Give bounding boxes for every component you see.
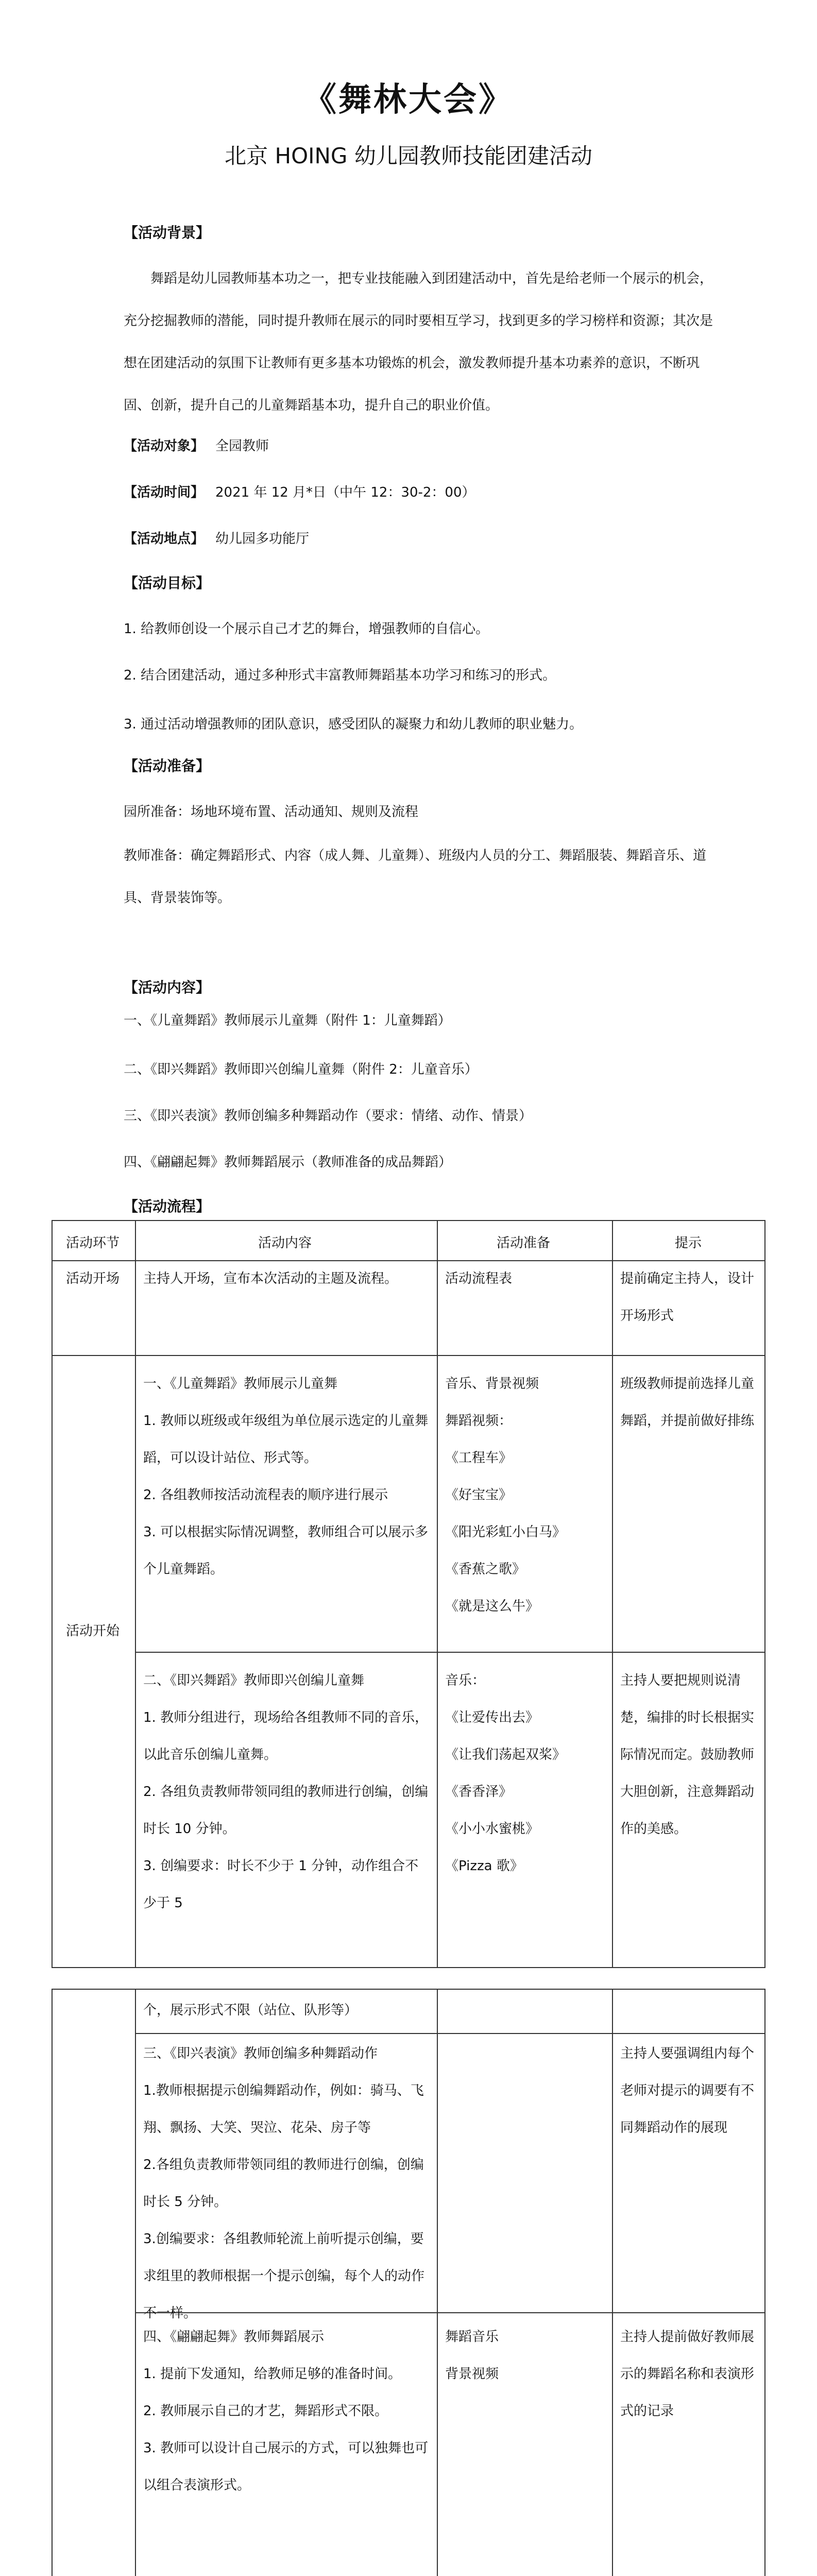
goal-item: 1. 给教师创设一个展示自己才艺的舞台，增强教师的自信心。	[124, 621, 489, 637]
flow-part1-content: 一、《儿童舞蹈》教师展示儿童舞 1. 教师以班级或年级组为单位展示选定的儿童舞蹈，可以设计站位、形式等。 2. 各组教师按活动流程表的顺序进行展示 3. 可以根据实际情况调整，教师组合可以展示多个儿童舞蹈。	[143, 1376, 429, 1577]
place-label: 【活动地点】	[124, 531, 205, 547]
time-label: 【活动时间】	[124, 485, 205, 500]
flow-header-content: 活动内容	[258, 1235, 312, 1251]
flow-part2-continued: 个，展示形式不限（站位、队形等）	[143, 2003, 358, 2018]
flow-header-tip: 提示	[674, 1235, 702, 1251]
background-paragraph: 舞蹈是幼儿园教师基本功之一，把专业技能融入到团建活动中，首先是给老师一个展示的机会，充分挖掘教师的潜能，同时提升教师在展示的同时要相互学习，找到更多的学习榜样和资源；其次是想在团建活动的氛围下让教师有更多基本功锻炼的机会，激发教师提升基本功素养的意识，不断巩固、创新，提升自己的儿童舞蹈基本功，提升自己的职业价值。	[124, 271, 713, 413]
flow-part2-prep: 音乐： 《让爱传出去》 《让我们荡起双桨》 《香香泽》 《小小水蜜桃》 《Pizza 歌》	[445, 1673, 566, 1874]
target-label: 【活动对象】	[124, 438, 205, 454]
flow-part3-tip: 主持人要强调组内每个老师对提示的调要有不同舞蹈动作的展现	[620, 2046, 755, 2136]
goal-item: 2. 结合团建活动，通过多种形式丰富教师舞蹈基本功学习和练习的形式。	[124, 668, 556, 683]
flow-part2-content: 二、《即兴舞蹈》教师即兴创编儿童舞 1. 教师分组进行，现场给各组教师不同的音乐，以此音乐创编儿童舞。 2. 各组负责教师带领同组的教师进行创编，创编时长 10 分钟。 3. 创编要求：时长不少于 1 分钟，动作组合不少于 5	[143, 1673, 429, 1911]
prep-teacher: 教师准备：确定舞蹈形式、内容（成人舞、儿童舞）、班级内人员的分工、舞蹈服装、舞蹈音乐、道具、背景装饰等。	[124, 848, 707, 906]
flow-open-prep: 活动流程表	[445, 1271, 513, 1286]
flow-part4-prep: 舞蹈音乐 背景视频	[445, 2329, 499, 2382]
flow-part1-tip: 班级教师提前选择儿童舞蹈，并提前做好排练	[620, 1376, 755, 1429]
document-title: 《舞林大会》	[303, 81, 514, 119]
content-item: 三、《即兴表演》教师创编多种舞蹈动作（要求：情绪、动作、情景）	[124, 1108, 533, 1124]
prep-env: 园所准备：场地环境布置、活动通知、规则及流程	[124, 804, 419, 820]
flow-part2-tip: 主持人要把规则说清楚，编排的时长根据实际情况而定。鼓励教师大胆创新，注意舞蹈动作的美感。	[620, 1673, 755, 1837]
prep-heading: 【活动准备】	[124, 757, 211, 774]
flow-part4-content: 四、《翩翩起舞》教师舞蹈展示 1. 提前下发通知，给教师足够的准备时间。 2. 教师展示自己的才艺，舞蹈形式不限。 3. 教师可以设计自己展示的方式，可以独舞也可以组合表演形式。	[143, 2329, 429, 2493]
target-value: 全园教师	[215, 438, 269, 454]
flow-open-tip: 提前确定主持人，设计开场形式	[620, 1271, 755, 1324]
goal-item: 3. 通过活动增强教师的团队意识，感受团队的凝聚力和幼儿教师的职业魅力。	[124, 717, 583, 732]
flow-heading: 【活动流程】	[124, 1198, 211, 1215]
flow-open-content: 主持人开场，宣布本次活动的主题及流程。	[143, 1271, 398, 1286]
target-row	[124, 435, 269, 454]
goals-heading: 【活动目标】	[124, 574, 211, 591]
document-subtitle: 北京 HOING 幼儿园教师技能团建活动	[225, 143, 592, 168]
flow-open-stage: 活动开场	[65, 1271, 120, 1286]
flow-start-stage: 活动开始	[65, 1623, 120, 1639]
time-value: 2021 年 12 月*日（中午 12：30-2：00）	[215, 485, 475, 500]
flow-header-stage: 活动环节	[65, 1235, 120, 1251]
place-value: 幼儿园多功能厅	[215, 531, 310, 547]
flow-part1-prep: 音乐、背景视频 舞蹈视频： 《工程车》 《好宝宝》 《阳光彩虹小白马》 《香蕉之歌》 《就是这么牛》	[445, 1376, 566, 1614]
content-item: 一、《儿童舞蹈》教师展示儿童舞（附件 1：儿童舞蹈）	[124, 1013, 451, 1028]
content-item: 二、《即兴舞蹈》教师即兴创编儿童舞（附件 2：儿童音乐）	[124, 1062, 478, 1077]
time-row	[124, 482, 475, 501]
flow-header-prep: 活动准备	[496, 1235, 550, 1251]
flow-part3-content: 三、《即兴表演》教师创编多种舞蹈动作 1.教师根据提示创编舞蹈动作，例如：骑马、飞翔、飘扬、大笑、哭泣、花朵、房子等 2.各组负责教师带领同组的教师进行创编，创编时长 5 分钟。 3.创编要求：各组教师轮流上前听提示创编，要求组里的教师根据一个提示创编，每个人的动作不一样。	[143, 2046, 425, 2321]
place-row	[124, 528, 309, 547]
background-heading: 【活动背景】	[124, 224, 211, 241]
content-item: 四、《翩翩起舞》教师舞蹈展示（教师准备的成品舞蹈）	[124, 1155, 452, 1170]
content-heading: 【活动内容】	[124, 979, 211, 996]
flow-part4-tip: 主持人提前做好教师展示的舞蹈名称和表演形式的记录	[620, 2329, 755, 2419]
